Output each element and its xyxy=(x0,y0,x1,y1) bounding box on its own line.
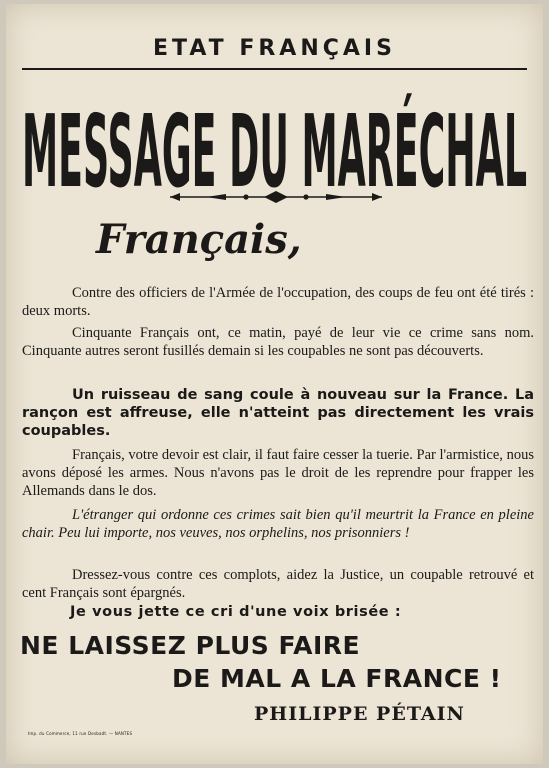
paragraph-4-text: Français, votre devoir est clair, il faut faire cesser la tuerie. Par l'armistice, nous avons déposé les armes. Nous n'avons pas le droit de les reprendre pour frapper les Allemands dans le dos. xyxy=(22,447,534,499)
paragraph-4 xyxy=(22,446,534,500)
paragraph-2-text: Cinquante Français ont, ce matin, payé de leur vie ce crime sans nom. Cinquante autres seront fusillés demain si les coupables ne sont pas découverts. xyxy=(22,325,534,359)
paragraph-5 xyxy=(22,506,534,542)
header-etat-francais: ETAT FRANÇAIS xyxy=(153,36,396,61)
paragraph-6 xyxy=(22,566,534,602)
cry-line: Je vous jette ce cri d'une voix brisée : xyxy=(70,604,402,620)
paragraph-6-text: Dressez-vous contre ces complots, aidez la Justice, un coupable retrouvé et cent Français sont épargnés. xyxy=(22,567,534,601)
paragraph-5-text: L'étranger qui ordonne ces crimes sait bien qu'il meurtrit la France en pleine chair. Peu lui importe, nos veuves, nos orphelins, nos prisonniers ! xyxy=(22,507,534,541)
salutation: Français, xyxy=(96,216,302,263)
appeal-line-2: DE MAL A LA FRANCE ! xyxy=(172,664,502,693)
printer-imprint: Imp. du Commerce, 11 rue Desbadt. — NANTES xyxy=(28,731,133,736)
paragraph-3-text: Un ruisseau de sang coule à nouveau sur la France. La rançon est affreuse, elle n'atteint pas directement les vrais coupables. xyxy=(22,387,534,439)
title-text: MESSAGE DU MARÉCHAL xyxy=(21,92,527,190)
appeal-line-1: NE LAISSEZ PLUS FAIRE xyxy=(20,631,361,660)
paragraph-1-text: Contre des officiers de l'Armée de l'occupation, des coups de feu ont été tirés : deux morts. xyxy=(22,285,534,319)
paragraph-3 xyxy=(22,386,534,440)
paragraph-2 xyxy=(22,324,534,360)
ornament-divider xyxy=(166,190,386,204)
header-rule xyxy=(22,68,527,70)
paragraph-1 xyxy=(22,284,534,320)
title-message-du-marechal xyxy=(20,86,529,190)
signature: PHILIPPE PÉTAIN xyxy=(254,703,465,725)
poster xyxy=(6,4,543,764)
